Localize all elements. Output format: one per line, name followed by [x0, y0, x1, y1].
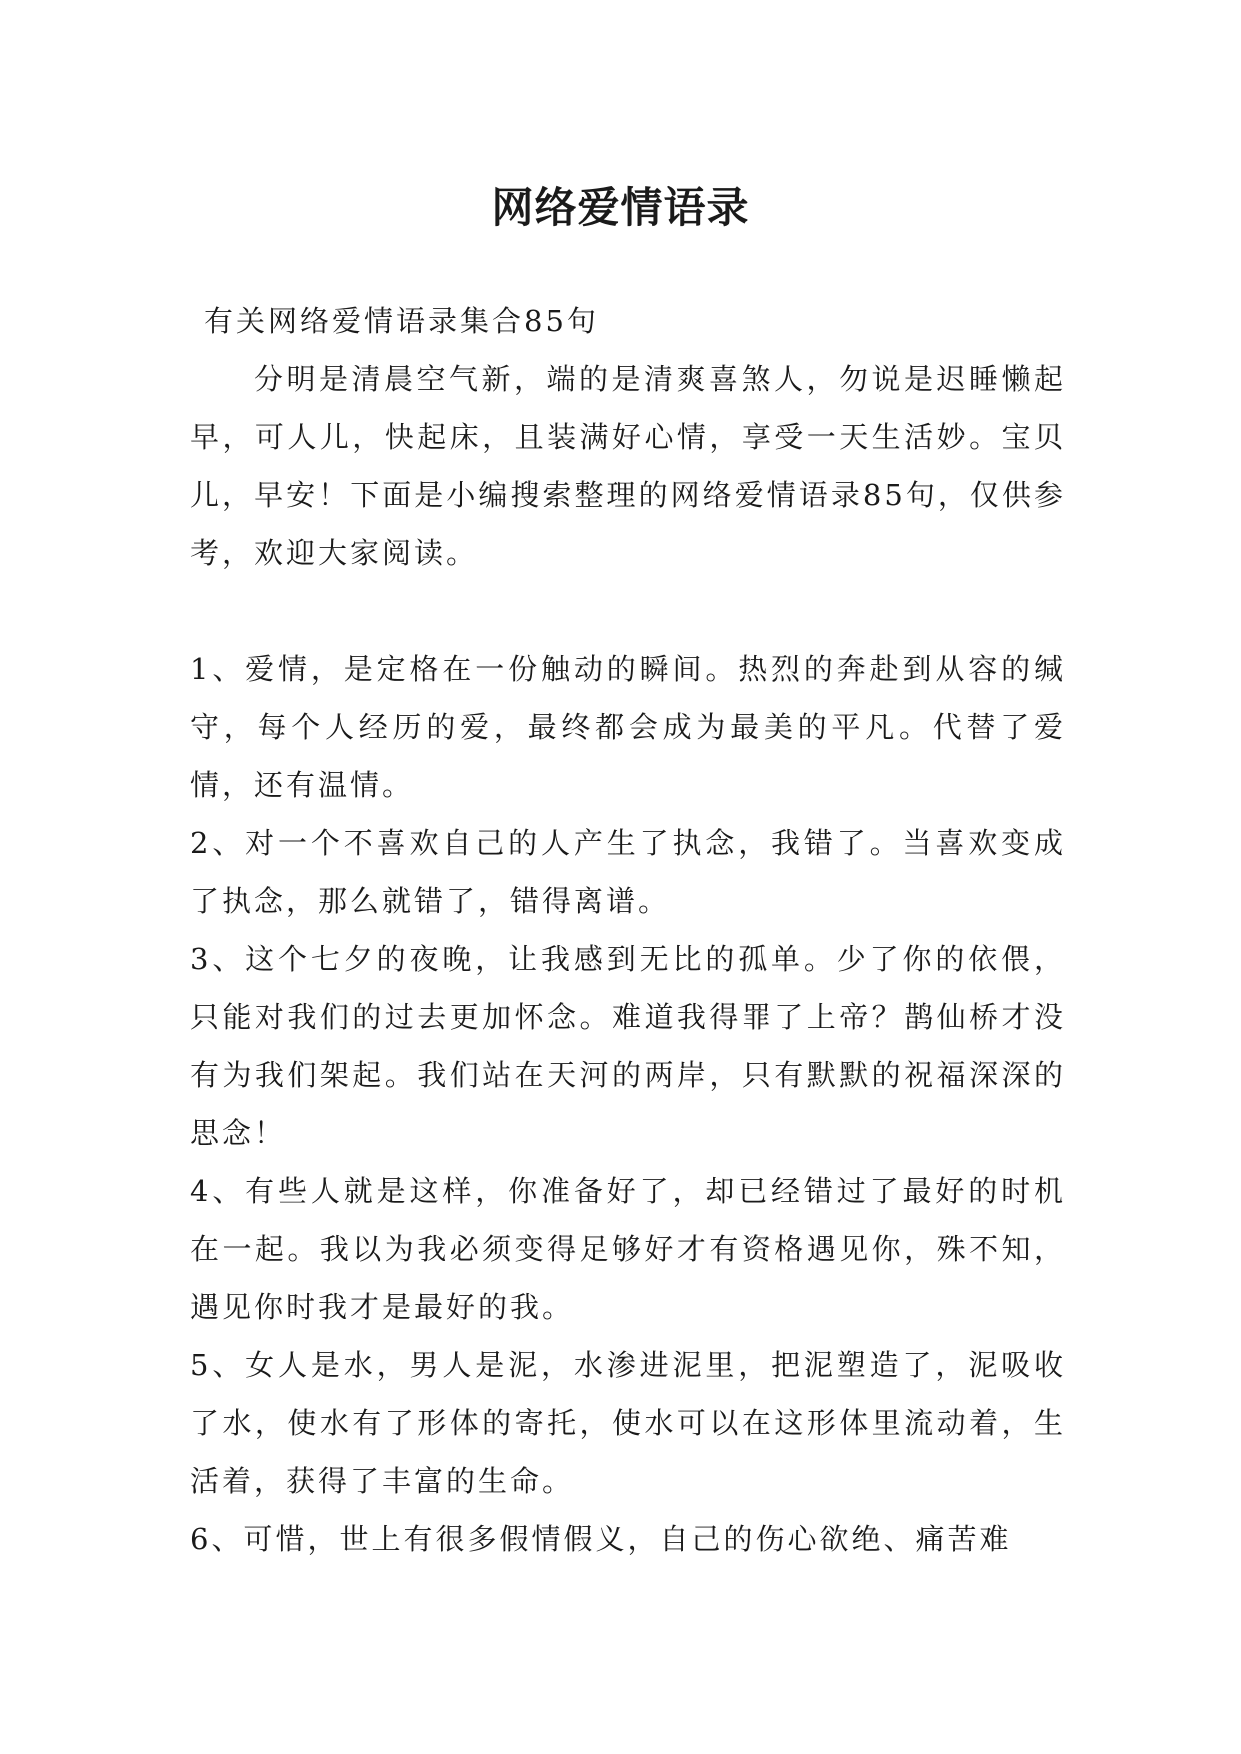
paragraph-spacer [190, 582, 1066, 640]
intro-paragraph: 分明是清晨空气新，端的是清爽喜煞人，勿说是迟睡懒起早，可人儿，快起床，且装满好心情，享受一天生活妙。宝贝儿，早安！下面是小编搜索整理的网络爱情语录85句，仅供参考，欢迎大家阅读。 [190, 362, 1066, 570]
document-body [190, 292, 1066, 1568]
quote-item: 6、可惜，世上有很多假情假义，自己的伤心欲绝、痛苦难 [190, 1522, 1012, 1556]
quote-item: 4、有些人就是这样，你准备好了，却已经错过了最好的时机在一起。我以为我必须变得足够好才有资格遇见你，殊不知，遇见你时我才是最好的我。 [190, 1174, 1066, 1324]
quote-item: 3、这个七夕的夜晚，让我感到无比的孤单。少了你的依偎，只能对我们的过去更加怀念。难道我得罪了上帝？鹊仙桥才没有为我们架起。我们站在天河的两岸，只有默默的祝福深深的思念！ [190, 942, 1066, 1150]
quote-item: 5、女人是水，男人是泥，水渗进泥里，把泥塑造了，泥吸收了水，使水有了形体的寄托，使水可以在这形体里流动着，生活着，获得了丰富的生命。 [190, 1348, 1066, 1498]
document-subtitle: 有关网络爱情语录集合85句 [204, 304, 599, 338]
quote-item: 1、爱情，是定格在一份触动的瞬间。热烈的奔赴到从容的缄守，每个人经历的爱，最终都会成为最美的平凡。代替了爱情，还有温情。 [190, 652, 1066, 802]
quote-list [190, 640, 1066, 1568]
quote-item: 2、对一个不喜欢自己的人产生了执念，我错了。当喜欢变成了执念，那么就错了，错得离谱。 [190, 826, 1066, 918]
document-title: 网络爱情语录 [491, 183, 750, 233]
